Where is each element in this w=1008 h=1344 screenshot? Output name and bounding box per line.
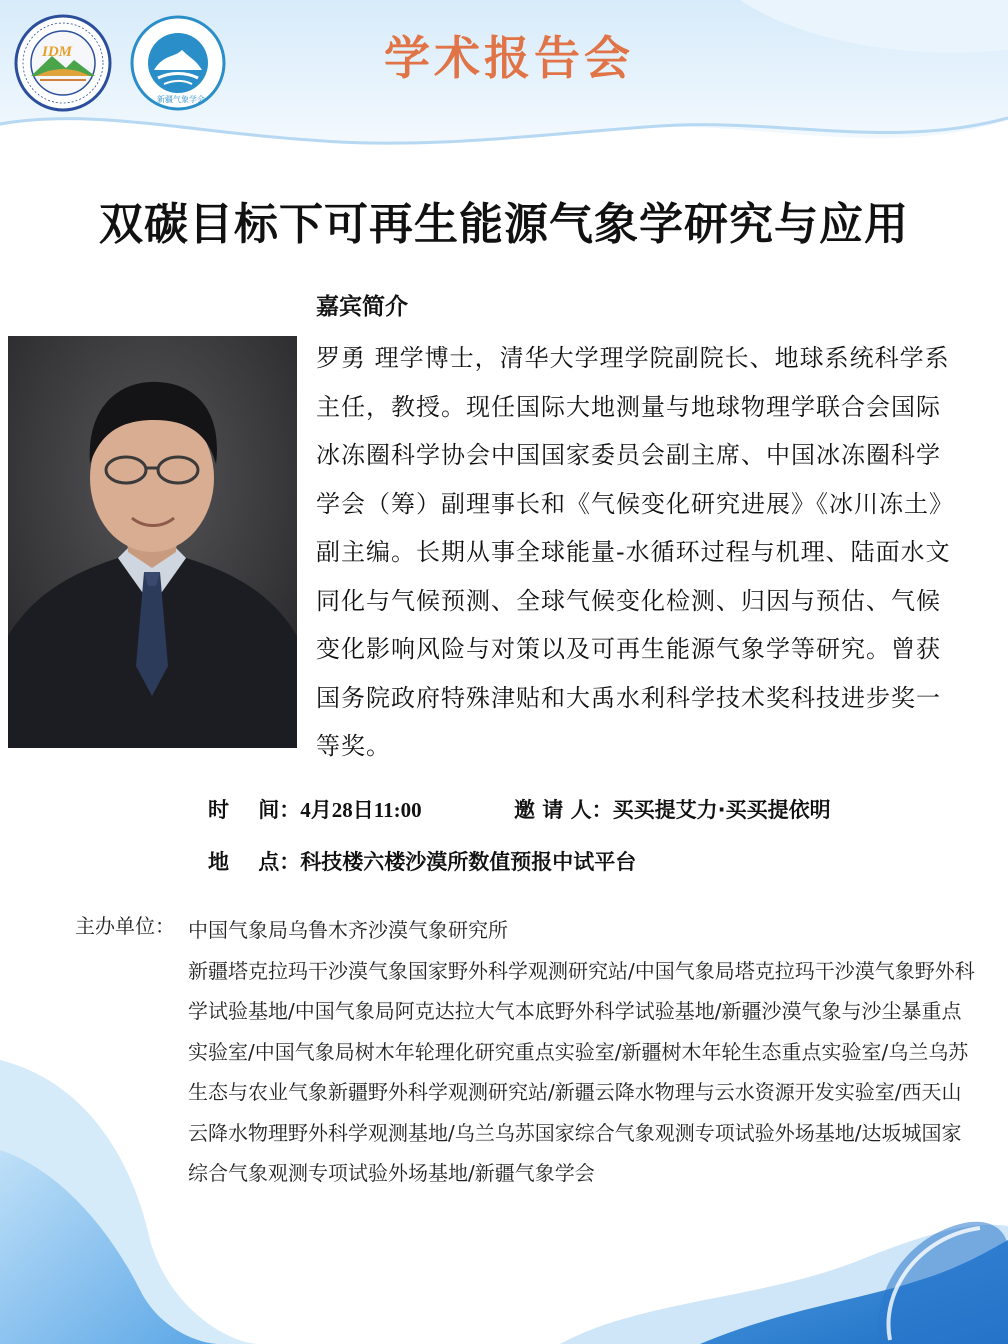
guest-intro-heading: 嘉宾简介 [316, 294, 408, 320]
xinjiang-logo-text: 新疆气象学会 [157, 95, 205, 104]
host-list [188, 910, 978, 1194]
header-title: 学术报告会 [384, 31, 634, 85]
guest-bio: 罗勇 理学博士，清华大学理学院副院长、地球系统科学系主任，教授。现任国际大地测量与地球物理学联合会国际冰冻圈科学协会中国国家委员会副主席、中国冰冻圈科学学会（筹）副理事长和《气候变化研究进展》《冰川冻土》副主编。长期从事全球能量-水循环过程与机理、陆面水文同化与气候预测、全球气候变化检测、归因与预估、气候变化影响风险与对策以及可再生能源气象学等研究。曾获国务院政府特殊津贴和大禹水利科学技术奖科技进步奖一等奖。 [316, 344, 954, 760]
host-rest: 新疆塔克拉玛干沙漠气象国家野外科学观测研究站/中国气象局塔克拉玛干沙漠气象野外科学试验基地/中国气象局阿克达拉大气本底野外科学试验基地/新疆沙漠气象与沙尘暴重点实验室/中国气象局树木年轮理化研究重点实验室/新疆树木年轮生态重点实验室/乌兰乌苏生态与农业气象新疆野外科学观测研究站/新疆云降水物理与云水资源开发实验室/西天山云降水物理野外科学观测基地/乌兰乌苏国家综合气象观测专项试验外场基地/达坂城国家综合气象观测专项试验外场基地/新疆气象学会 [188, 958, 975, 1185]
main-title: 双碳目标下可再生能源气象学研究与应用 [99, 199, 909, 250]
invite-row [514, 794, 831, 824]
place-value: 科技楼六楼沙漠所数值预报中试平台 [300, 850, 637, 874]
time-label: 时 间： [208, 798, 301, 822]
idm-logo-text: IDM [42, 44, 73, 60]
place-row [208, 846, 636, 876]
host-first: 中国气象局乌鲁木齐沙漠气象研究所 [188, 918, 508, 942]
time-row [208, 794, 422, 824]
speaker-portrait [8, 336, 297, 748]
host-label: 主办单位： [75, 914, 175, 938]
invite-value: 买买提艾力·买买提依明 [612, 798, 831, 822]
place-label: 地 点： [208, 850, 301, 874]
time-value: 4月28日11:00 [300, 798, 422, 822]
invite-label: 邀 请 人： [514, 798, 613, 822]
